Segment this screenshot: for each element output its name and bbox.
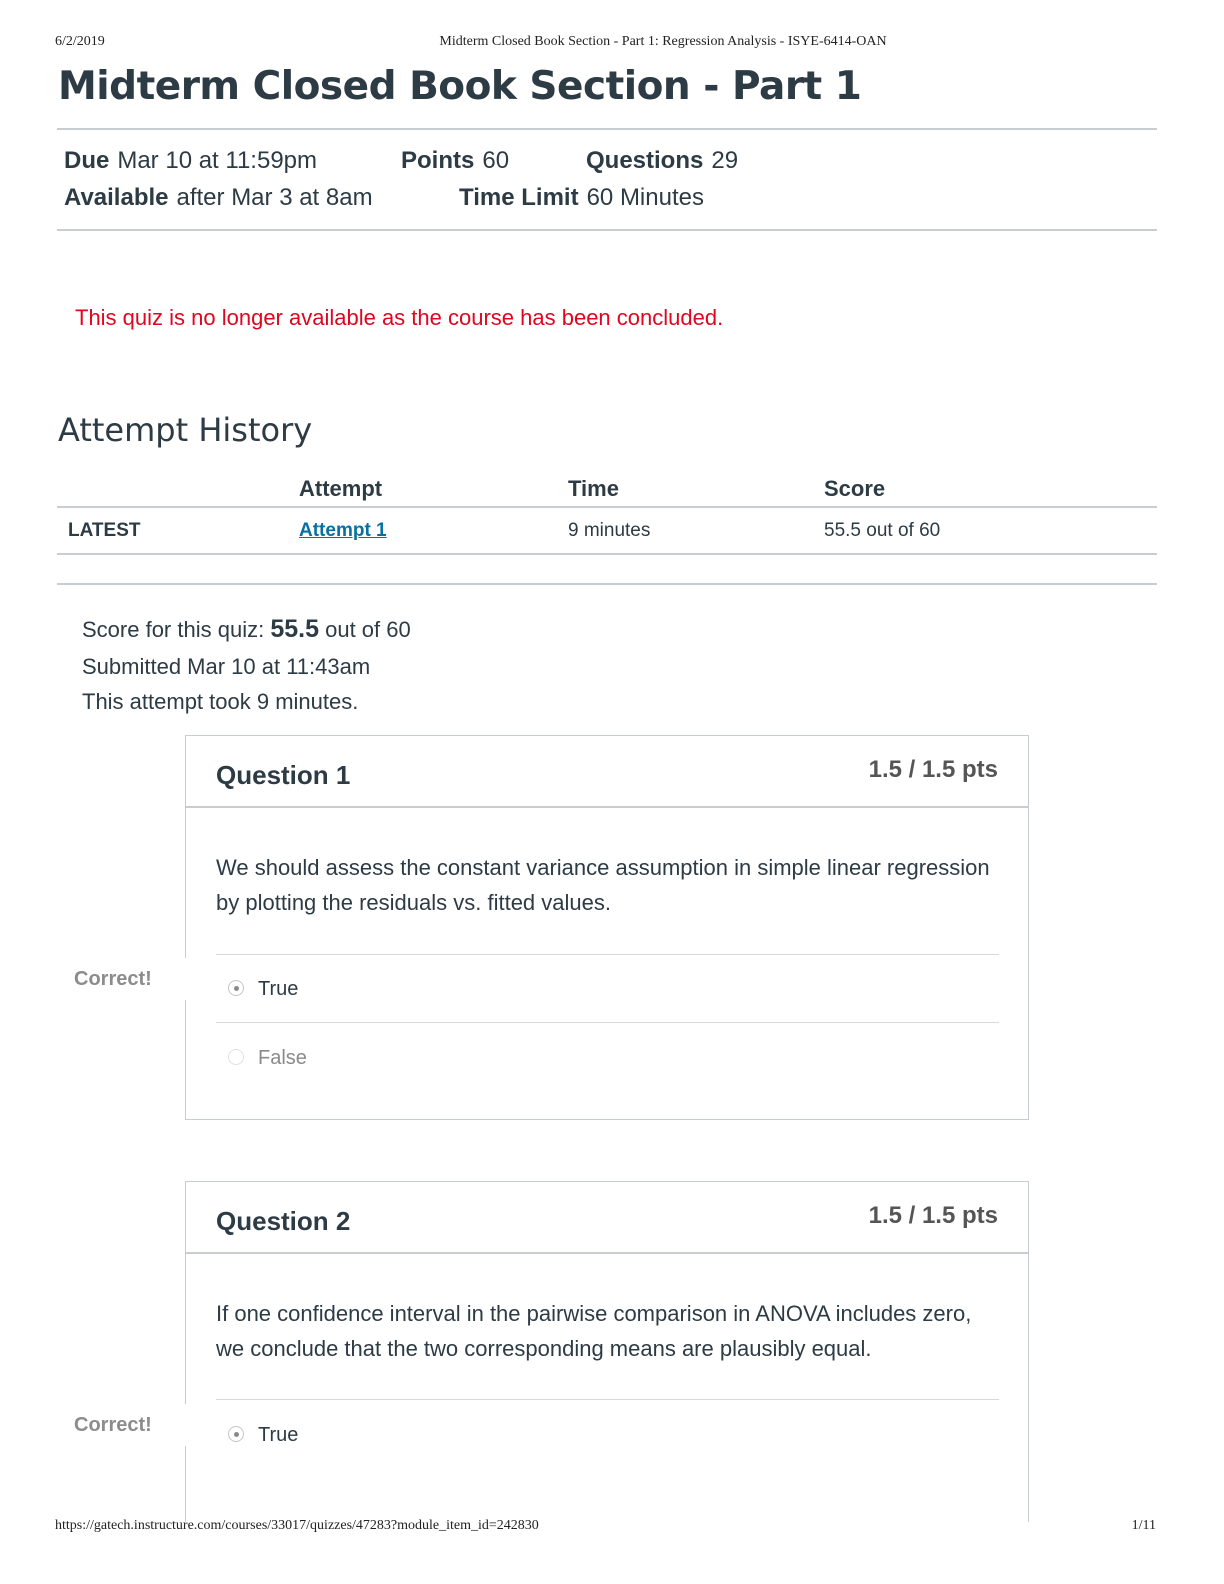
questions-label: Questions xyxy=(586,147,704,174)
due-value: Mar 10 at 11:59pm xyxy=(117,147,318,174)
time-limit xyxy=(459,184,704,212)
print-footer xyxy=(0,1518,1224,1536)
question-card xyxy=(185,735,1029,1120)
print-header xyxy=(0,34,1224,52)
score-value: 55.5 xyxy=(270,615,319,643)
radio-selected-icon[interactable] xyxy=(228,1426,244,1442)
attempt-time: 9 minutes xyxy=(568,520,651,541)
print-page-title: Midterm Closed Book Section - Part 1: Regression Analysis - ISYE-6414-OAN xyxy=(439,34,887,49)
print-url: https://gatech.instructure.com/courses/33017/quizzes/47283?module_item_id=242830 xyxy=(55,1518,539,1533)
answer-label: True xyxy=(258,1424,299,1446)
page-number: 1/11 xyxy=(1131,1518,1156,1533)
time-limit-label: Time Limit xyxy=(459,184,579,211)
time-limit-value: 60 Minutes xyxy=(586,184,704,211)
points-value: 60 xyxy=(482,147,510,174)
divider xyxy=(57,128,1157,130)
table-header-divider xyxy=(57,506,1157,508)
quiz-score xyxy=(82,615,411,644)
question-title: Question 2 xyxy=(216,1206,351,1236)
correct-label: Correct! xyxy=(74,968,152,990)
unavailable-notice: This quiz is no longer available as the course has been concluded. xyxy=(75,305,724,330)
page-title: Midterm Closed Book Section - Part 1 xyxy=(58,64,862,109)
column-header-attempt: Attempt xyxy=(299,476,383,501)
divider xyxy=(57,229,1157,231)
question-header xyxy=(186,736,1028,808)
answer-label: False xyxy=(258,1047,307,1069)
answer-true[interactable] xyxy=(258,1424,298,1447)
question-header xyxy=(186,1182,1028,1254)
answer-false[interactable] xyxy=(258,1047,307,1070)
print-date: 6/2/2019 xyxy=(55,34,105,49)
correct-label: Correct! xyxy=(74,1414,152,1436)
column-header-score: Score xyxy=(824,476,886,501)
question-points: 1.5 / 1.5 pts xyxy=(868,756,998,783)
radio-selected-icon[interactable] xyxy=(228,980,244,996)
answers-divider xyxy=(216,1399,999,1400)
question-count xyxy=(586,147,738,175)
answer-divider xyxy=(216,1022,999,1023)
divider xyxy=(57,583,1157,585)
points-label: Points xyxy=(401,147,475,174)
submitted-time: Submitted Mar 10 at 11:43am xyxy=(82,654,371,679)
question-card xyxy=(185,1181,1029,1522)
question-title: Question 1 xyxy=(216,760,351,790)
attempt-history-title: Attempt History xyxy=(58,411,313,449)
due-label: Due xyxy=(64,147,110,174)
availability xyxy=(64,184,373,212)
points xyxy=(401,147,509,175)
due-date xyxy=(64,147,317,175)
attempt-score: 55.5 out of 60 xyxy=(824,520,941,541)
column-header-time: Time xyxy=(568,476,619,501)
available-label: Available xyxy=(64,184,169,211)
questions-value: 29 xyxy=(711,147,739,174)
attempt-duration: This attempt took 9 minutes. xyxy=(82,689,359,714)
question-points: 1.5 / 1.5 pts xyxy=(868,1202,998,1229)
question-text: We should assess the constant variance assumption in simple linear regression by plotting the residuals vs. fitted values. xyxy=(216,855,990,915)
latest-label: LATEST xyxy=(68,520,141,541)
attempt-1-link[interactable]: Attempt 1 xyxy=(299,520,387,541)
question-text: If one confidence interval in the pairwise comparison in ANOVA includes zero, we conclude that the two corresponding means are plausibly equal. xyxy=(216,1301,972,1361)
table-row-divider xyxy=(57,553,1157,555)
available-value: after Mar 3 at 8am xyxy=(176,184,373,211)
answers-divider xyxy=(216,954,999,955)
score-suffix: out of 60 xyxy=(325,617,411,642)
radio-empty-icon[interactable] xyxy=(228,1049,244,1065)
answer-label: True xyxy=(258,978,299,1000)
score-prefix: Score for this quiz: xyxy=(82,617,265,642)
answer-true[interactable] xyxy=(258,978,298,1001)
